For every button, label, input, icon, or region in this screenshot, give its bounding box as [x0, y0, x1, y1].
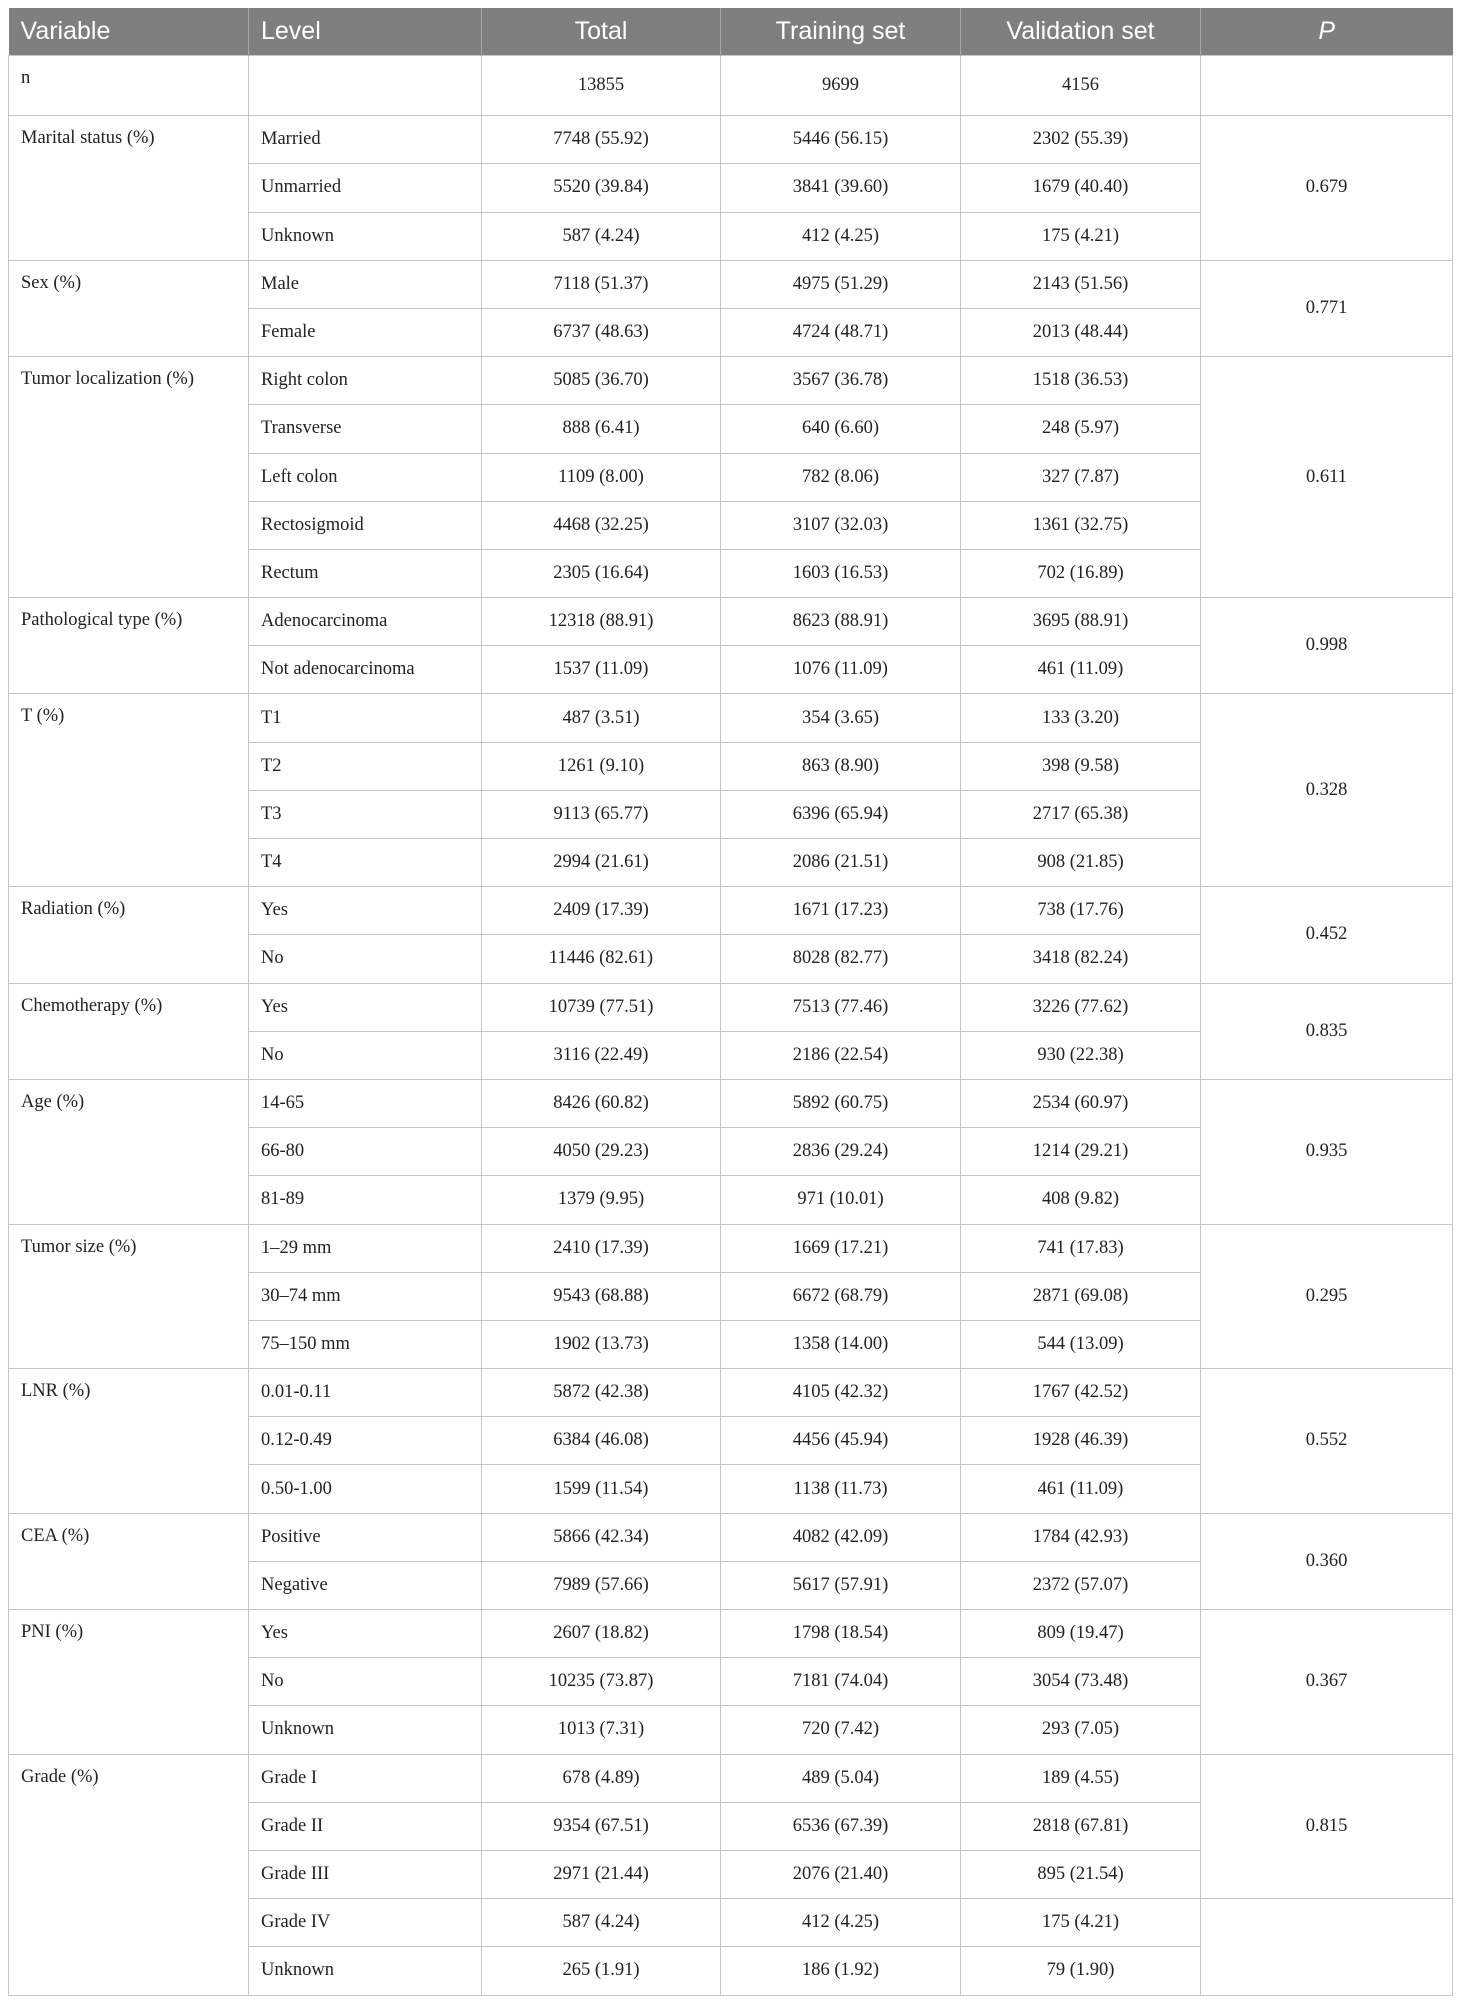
- table-row: [9, 1513, 1453, 1561]
- training-set-cell: 782 (8.06): [721, 453, 961, 501]
- variable-cell: CEA (%): [9, 1513, 249, 1609]
- validation-set-cell: 189 (4.55): [961, 1754, 1201, 1802]
- training-set-cell: 3841 (39.60): [721, 164, 961, 212]
- level-cell: Married: [249, 116, 482, 164]
- total-cell: 2305 (16.64): [482, 549, 721, 597]
- validation-set-cell: 702 (16.89): [961, 549, 1201, 597]
- level-cell: Yes: [249, 1610, 482, 1658]
- p-value-cell: 0.611: [1201, 357, 1453, 598]
- validation-set-cell: 248 (5.97): [961, 405, 1201, 453]
- training-set-cell: 2836 (29.24): [721, 1128, 961, 1176]
- total-cell: 265 (1.91): [482, 1947, 721, 1995]
- p-value-cell: [1201, 56, 1453, 116]
- p-value-cell: 0.452: [1201, 887, 1453, 983]
- training-set-cell: 6536 (67.39): [721, 1802, 961, 1850]
- level-cell: 14-65: [249, 1079, 482, 1127]
- total-cell: 5872 (42.38): [482, 1369, 721, 1417]
- p-value-cell: 0.815: [1201, 1754, 1453, 1899]
- validation-set-cell: 1361 (32.75): [961, 501, 1201, 549]
- variable-cell: PNI (%): [9, 1610, 249, 1755]
- validation-set-cell: 1784 (42.93): [961, 1513, 1201, 1561]
- level-cell: 30–74 mm: [249, 1272, 482, 1320]
- variable-cell: Age (%): [9, 1079, 249, 1224]
- total-cell: 587 (4.24): [482, 212, 721, 260]
- level-cell: T2: [249, 742, 482, 790]
- total-cell: 9354 (67.51): [482, 1802, 721, 1850]
- level-cell: Grade II: [249, 1802, 482, 1850]
- validation-set-cell: 2534 (60.97): [961, 1079, 1201, 1127]
- variable-cell: Tumor localization (%): [9, 357, 249, 598]
- validation-set-cell: 4156: [961, 56, 1201, 116]
- table-row: [9, 1369, 1453, 1417]
- total-cell: 5866 (42.34): [482, 1513, 721, 1561]
- training-set-cell: 1671 (17.23): [721, 887, 961, 935]
- level-cell: 0.50-1.00: [249, 1465, 482, 1513]
- validation-set-cell: 1767 (42.52): [961, 1369, 1201, 1417]
- level-cell: T3: [249, 790, 482, 838]
- level-cell: Grade I: [249, 1754, 482, 1802]
- total-cell: 1902 (13.73): [482, 1320, 721, 1368]
- baseline-characteristics-table: [8, 8, 1453, 1996]
- training-set-cell: 3107 (32.03): [721, 501, 961, 549]
- p-value-cell: 0.679: [1201, 116, 1453, 261]
- training-set-cell: 2186 (22.54): [721, 1031, 961, 1079]
- total-cell: 4468 (32.25): [482, 501, 721, 549]
- table-row: [9, 1079, 1453, 1127]
- validation-set-cell: 2013 (48.44): [961, 308, 1201, 356]
- training-set-cell: 3567 (36.78): [721, 357, 961, 405]
- total-cell: 4050 (29.23): [482, 1128, 721, 1176]
- validation-set-cell: 895 (21.54): [961, 1850, 1201, 1898]
- total-cell: 2607 (18.82): [482, 1610, 721, 1658]
- total-cell: 7989 (57.66): [482, 1561, 721, 1609]
- total-cell: 10739 (77.51): [482, 983, 721, 1031]
- training-set-cell: 4082 (42.09): [721, 1513, 961, 1561]
- total-cell: 1109 (8.00): [482, 453, 721, 501]
- training-set-cell: 863 (8.90): [721, 742, 961, 790]
- p-value-cell: 0.998: [1201, 598, 1453, 694]
- validation-set-cell: 1518 (36.53): [961, 357, 1201, 405]
- level-cell: 0.12-0.49: [249, 1417, 482, 1465]
- validation-set-cell: 544 (13.09): [961, 1320, 1201, 1368]
- level-cell: Transverse: [249, 405, 482, 453]
- variable-cell: Grade (%): [9, 1754, 249, 1995]
- level-cell: No: [249, 1031, 482, 1079]
- training-set-cell: 6672 (68.79): [721, 1272, 961, 1320]
- level-cell: Grade IV: [249, 1899, 482, 1947]
- level-cell: Yes: [249, 887, 482, 935]
- variable-cell: n: [9, 56, 249, 116]
- total-cell: 2410 (17.39): [482, 1224, 721, 1272]
- level-cell: Yes: [249, 983, 482, 1031]
- training-set-cell: 5617 (57.91): [721, 1561, 961, 1609]
- table-row: [9, 1610, 1453, 1658]
- total-cell: 9543 (68.88): [482, 1272, 721, 1320]
- variable-cell: Marital status (%): [9, 116, 249, 261]
- variable-cell: Radiation (%): [9, 887, 249, 983]
- validation-set-cell: 738 (17.76): [961, 887, 1201, 935]
- training-set-cell: 1358 (14.00): [721, 1320, 961, 1368]
- training-set-cell: 412 (4.25): [721, 1899, 961, 1947]
- total-cell: 8426 (60.82): [482, 1079, 721, 1127]
- p-value-cell: 0.295: [1201, 1224, 1453, 1369]
- table-row: [9, 983, 1453, 1031]
- level-cell: Grade III: [249, 1850, 482, 1898]
- validation-set-cell: 133 (3.20): [961, 694, 1201, 742]
- table-row: [9, 260, 1453, 308]
- validation-set-cell: 293 (7.05): [961, 1706, 1201, 1754]
- total-cell: 587 (4.24): [482, 1899, 721, 1947]
- validation-set-cell: 327 (7.87): [961, 453, 1201, 501]
- variable-cell: T (%): [9, 694, 249, 887]
- table-row: [9, 1224, 1453, 1272]
- table-row: [9, 694, 1453, 742]
- variable-cell: Pathological type (%): [9, 598, 249, 694]
- training-set-cell: 2076 (21.40): [721, 1850, 961, 1898]
- total-cell: 1379 (9.95): [482, 1176, 721, 1224]
- p-value-cell: 0.367: [1201, 1610, 1453, 1755]
- table-row: [9, 598, 1453, 646]
- level-cell: Female: [249, 308, 482, 356]
- total-cell: 13855: [482, 56, 721, 116]
- training-set-cell: 8623 (88.91): [721, 598, 961, 646]
- validation-set-cell: 2372 (57.07): [961, 1561, 1201, 1609]
- validation-set-cell: 2818 (67.81): [961, 1802, 1201, 1850]
- validation-set-cell: 3054 (73.48): [961, 1658, 1201, 1706]
- level-cell: Male: [249, 260, 482, 308]
- training-set-cell: 2086 (21.51): [721, 839, 961, 887]
- level-cell: Not adenocarcinoma: [249, 646, 482, 694]
- total-cell: 5520 (39.84): [482, 164, 721, 212]
- training-set-cell: 1798 (18.54): [721, 1610, 961, 1658]
- training-set-cell: 971 (10.01): [721, 1176, 961, 1224]
- validation-set-cell: 3695 (88.91): [961, 598, 1201, 646]
- total-cell: 888 (6.41): [482, 405, 721, 453]
- level-cell: T4: [249, 839, 482, 887]
- p-value-cell: 0.771: [1201, 260, 1453, 356]
- header-p-value: P: [1201, 8, 1453, 56]
- validation-set-cell: 1928 (46.39): [961, 1417, 1201, 1465]
- p-value-cell: 0.835: [1201, 983, 1453, 1079]
- total-cell: 1599 (11.54): [482, 1465, 721, 1513]
- training-set-cell: 640 (6.60): [721, 405, 961, 453]
- level-cell: Adenocarcinoma: [249, 598, 482, 646]
- p-value-cell: 0.935: [1201, 1079, 1453, 1224]
- validation-set-cell: 175 (4.21): [961, 1899, 1201, 1947]
- total-cell: 7118 (51.37): [482, 260, 721, 308]
- validation-set-cell: 398 (9.58): [961, 742, 1201, 790]
- level-cell: Left colon: [249, 453, 482, 501]
- table-row: [9, 56, 1453, 116]
- training-set-cell: 1076 (11.09): [721, 646, 961, 694]
- training-set-cell: 7513 (77.46): [721, 983, 961, 1031]
- p-value-cell: 0.552: [1201, 1369, 1453, 1514]
- training-set-cell: 8028 (82.77): [721, 935, 961, 983]
- training-set-cell: 9699: [721, 56, 961, 116]
- total-cell: 10235 (73.87): [482, 1658, 721, 1706]
- training-set-cell: 7181 (74.04): [721, 1658, 961, 1706]
- header-training-set: Training set: [721, 8, 961, 56]
- validation-set-cell: 2717 (65.38): [961, 790, 1201, 838]
- training-set-cell: 5446 (56.15): [721, 116, 961, 164]
- total-cell: 7748 (55.92): [482, 116, 721, 164]
- training-set-cell: 354 (3.65): [721, 694, 961, 742]
- level-cell: Unknown: [249, 212, 482, 260]
- training-set-cell: 1603 (16.53): [721, 549, 961, 597]
- variable-cell: Tumor size (%): [9, 1224, 249, 1369]
- header-row: [9, 8, 1453, 56]
- table-row: [9, 887, 1453, 935]
- total-cell: 12318 (88.91): [482, 598, 721, 646]
- total-cell: 6384 (46.08): [482, 1417, 721, 1465]
- level-cell: 1–29 mm: [249, 1224, 482, 1272]
- level-cell: Unknown: [249, 1947, 482, 1995]
- validation-set-cell: 461 (11.09): [961, 646, 1201, 694]
- validation-set-cell: 3226 (77.62): [961, 983, 1201, 1031]
- variable-cell: Chemotherapy (%): [9, 983, 249, 1079]
- level-cell: No: [249, 1658, 482, 1706]
- level-cell: T1: [249, 694, 482, 742]
- training-set-cell: 489 (5.04): [721, 1754, 961, 1802]
- total-cell: 9113 (65.77): [482, 790, 721, 838]
- table-body: [9, 56, 1453, 1996]
- level-cell: 66-80: [249, 1128, 482, 1176]
- variable-cell: Sex (%): [9, 260, 249, 356]
- validation-set-cell: 930 (22.38): [961, 1031, 1201, 1079]
- training-set-cell: 186 (1.92): [721, 1947, 961, 1995]
- validation-set-cell: 2143 (51.56): [961, 260, 1201, 308]
- level-cell: Unmarried: [249, 164, 482, 212]
- level-cell: 75–150 mm: [249, 1320, 482, 1368]
- level-cell: Rectum: [249, 549, 482, 597]
- level-cell: Right colon: [249, 357, 482, 405]
- total-cell: 1261 (9.10): [482, 742, 721, 790]
- validation-set-cell: 408 (9.82): [961, 1176, 1201, 1224]
- validation-set-cell: 2302 (55.39): [961, 116, 1201, 164]
- training-set-cell: 4456 (45.94): [721, 1417, 961, 1465]
- p-value-cell: 0.360: [1201, 1513, 1453, 1609]
- validation-set-cell: 741 (17.83): [961, 1224, 1201, 1272]
- table-row: [9, 1754, 1453, 1802]
- level-cell: No: [249, 935, 482, 983]
- total-cell: 2971 (21.44): [482, 1850, 721, 1898]
- p-value-cell: 0.328: [1201, 694, 1453, 887]
- total-cell: 3116 (22.49): [482, 1031, 721, 1079]
- total-cell: 2409 (17.39): [482, 887, 721, 935]
- validation-set-cell: 2871 (69.08): [961, 1272, 1201, 1320]
- header-total: Total: [482, 8, 721, 56]
- validation-set-cell: 1214 (29.21): [961, 1128, 1201, 1176]
- table-row: [9, 357, 1453, 405]
- training-set-cell: 1669 (17.21): [721, 1224, 961, 1272]
- header-validation-set: Validation set: [961, 8, 1201, 56]
- training-set-cell: 4975 (51.29): [721, 260, 961, 308]
- level-cell: 0.01-0.11: [249, 1369, 482, 1417]
- total-cell: 11446 (82.61): [482, 935, 721, 983]
- total-cell: 1013 (7.31): [482, 1706, 721, 1754]
- validation-set-cell: 461 (11.09): [961, 1465, 1201, 1513]
- training-set-cell: 6396 (65.94): [721, 790, 961, 838]
- table-header: [9, 8, 1453, 56]
- variable-cell: LNR (%): [9, 1369, 249, 1514]
- total-cell: 6737 (48.63): [482, 308, 721, 356]
- validation-set-cell: 908 (21.85): [961, 839, 1201, 887]
- table-row: [9, 116, 1453, 164]
- validation-set-cell: 79 (1.90): [961, 1947, 1201, 1995]
- level-cell: 81-89: [249, 1176, 482, 1224]
- header-level: Level: [249, 8, 482, 56]
- level-cell: Negative: [249, 1561, 482, 1609]
- level-cell: Rectosigmoid: [249, 501, 482, 549]
- total-cell: 2994 (21.61): [482, 839, 721, 887]
- validation-set-cell: 809 (19.47): [961, 1610, 1201, 1658]
- p-value-cell: [1201, 1899, 1453, 1995]
- validation-set-cell: 1679 (40.40): [961, 164, 1201, 212]
- training-set-cell: 5892 (60.75): [721, 1079, 961, 1127]
- level-cell: [249, 56, 482, 116]
- training-set-cell: 4724 (48.71): [721, 308, 961, 356]
- level-cell: Positive: [249, 1513, 482, 1561]
- total-cell: 1537 (11.09): [482, 646, 721, 694]
- training-set-cell: 412 (4.25): [721, 212, 961, 260]
- training-set-cell: 4105 (42.32): [721, 1369, 961, 1417]
- validation-set-cell: 175 (4.21): [961, 212, 1201, 260]
- total-cell: 5085 (36.70): [482, 357, 721, 405]
- total-cell: 487 (3.51): [482, 694, 721, 742]
- validation-set-cell: 3418 (82.24): [961, 935, 1201, 983]
- level-cell: Unknown: [249, 1706, 482, 1754]
- header-variable: Variable: [9, 8, 249, 56]
- total-cell: 678 (4.89): [482, 1754, 721, 1802]
- training-set-cell: 720 (7.42): [721, 1706, 961, 1754]
- training-set-cell: 1138 (11.73): [721, 1465, 961, 1513]
